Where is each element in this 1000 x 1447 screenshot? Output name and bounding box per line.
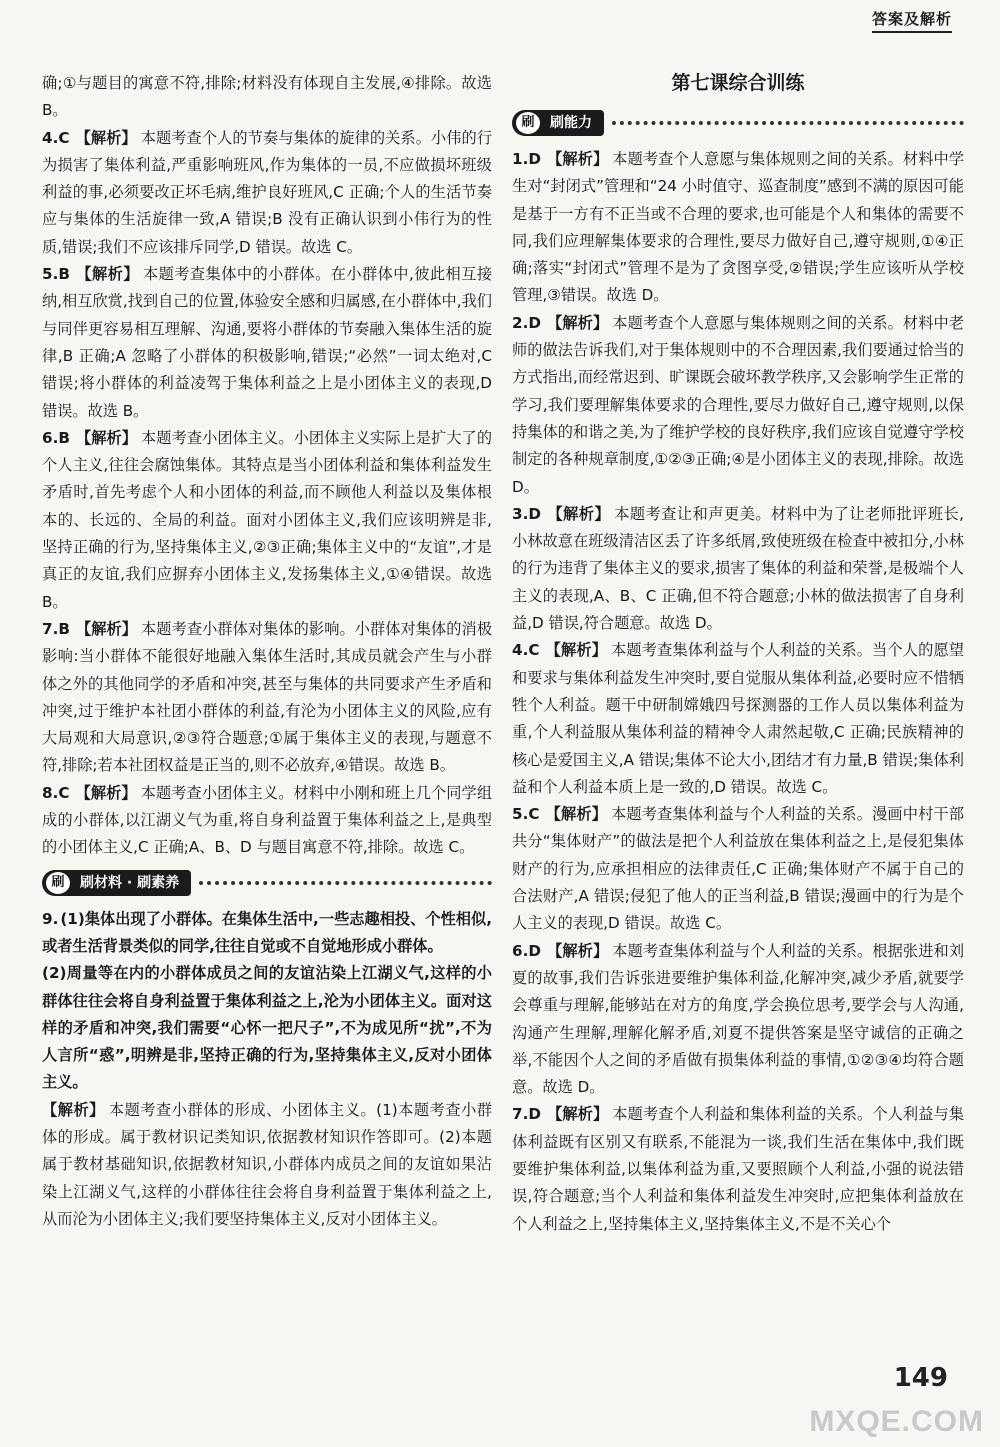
answer-number: 2.D — [512, 313, 541, 332]
answer-number: 6.B — [42, 428, 70, 447]
analysis-tag: 【解析】 — [75, 619, 138, 638]
answer-text: 本题考查小群体对集体的影响。小群体对集体的消极影响:当小群体不能很好地融入集体生活时,其成员就会产生与小群体之外的其他同学的矛盾和冲突,甚至与集体的共同要求产生矛盾和冲突,过于维护本社团小群体的利益,有沦为小团体主义的风险,应有大局观和大局意识,②③符合题意;①属于集体主义的表现,与题意不符,排除;若本社团权益是正当的,则不必放弃,④错误。故选 B。 — [42, 619, 493, 775]
answer-item-3-continued — [42, 70, 492, 125]
banner-label: 刷材料 · 刷素养 — [80, 874, 180, 891]
answer-text: 本题考查集体利益与个人利益的关系。根据张进和刘夏的故事,我们告诉张进要维护集体利益,化解冲突,减少矛盾,就要学会尊重与理解,能够站在对方的角度,学会换位思考,要学会与人沟通,沟通产生理解,理解化解矛盾,刘夏不提供答案是坚守诚信的正确之举,不能因个人之间的矛盾做有损集体利益的事情,①②③④均符合题意。故选 D。 — [512, 941, 965, 1097]
answer-item-7 — [42, 616, 492, 780]
answer-text: 本题考查集体利益与个人利益的关系。当个人的愿望和要求与集体利益发生冲突时,要自觉服从集体利益,必要时应不惜牺牲个人利益。题干中研制嫦娥四号探测器的工作人员以集体利益为重,个人利益服从集体利益的精神令人肃然起敬,C 正确;民族精神的核心是爱国主义,A 错误;集体不论大小,团结才有力量,B 错误;集体利益和个人利益本质上是一致的,D 错误。故选 C。 — [512, 641, 965, 796]
analysis-tag: 【解析】 — [75, 428, 138, 447]
answer-text: 本题考查小群体的形成、小团体主义。(1)本题考查小群体的形成。属于教材识记类知识,依据教材知识作答即可。(2)本题属于教材基础知识,依据教材知识,小群体内成员之间的友谊如果沾染上江湖义气,这样的小群体往往会将自身利益置于集体利益之上,从而沦为小团体主义;我们要坚持集体主义,反对小团体主义。 — [42, 1100, 493, 1228]
answer-text: 确;①与题目的寓意不符,排除;材料没有体现自主发展,④排除。故选 B。 — [42, 74, 492, 120]
lesson-title: 第七课综合训练 — [671, 72, 805, 94]
analysis-tag: 【解析】 — [75, 265, 139, 284]
analysis-tag: 【解析】 — [546, 313, 609, 332]
banner-label: 刷能力 — [550, 115, 592, 131]
answer-number: 8.C — [42, 783, 70, 802]
right-column — [512, 66, 964, 1238]
answer-item-2 — [512, 310, 964, 501]
analysis-tag: 【解析】 — [75, 783, 137, 802]
answer-number: 5.B — [42, 265, 70, 284]
left-column — [42, 70, 492, 1233]
answer-item-6 — [42, 425, 492, 616]
answer-text: 本题考查个人的节奏与集体的旋律的关系。小伟的行为损害了集体利益,严重影响班风,作为集体的一员,不应做损坏班级利益的事,必须要改正坏毛病,维护良好班风,C 正确;个人的生活节奏应与集体的生活旋律一致,A 错误;B 没有正确认识到小伟行为的性质,错误;我们不应该排斥同学,D 错误。故选 C。 — [42, 128, 493, 256]
answer-item-8 — [42, 780, 492, 862]
answer-number: 7.B — [42, 619, 70, 638]
dotted-divider — [199, 881, 492, 885]
answer-text: 本题考查小团体主义。小团体主义实际上是扩大了的个人主义,往往会腐蚀集体。其特点是当小团体利益和集体利益发生矛盾时,首先考虑个人和小团体的利益,而不顾他人利益以及集体根本的、长远的、全局的利益。面对小团体主义,我们应该明辨是非,坚持正确的行为,坚持集体主义,②③正确;集体主义中的“友谊”,才是真正的友谊,我们应摒弃小团体主义,发扬集体主义,①④错误。故选 B。 — [42, 428, 493, 611]
answer-item-3 — [512, 501, 964, 637]
answer-item-5 — [512, 801, 964, 937]
answer-item-9-part2: (2)周量等在内的小群体成员之间的友谊沾染上江湖义气,这样的小群体往往会将自身利益置于集体利益之上,沦为小团体主义。面对这样的矛盾和冲突,我们需要“心怀一把尺子”,不为成见所“扰”,不为人言所“惑”,明辨是非,坚持正确的行为,坚持集体主义,反对小团体主义。 — [42, 964, 492, 1092]
answer-section-label: 答案及解析 — [872, 8, 952, 33]
answer-number: 6.D — [512, 941, 541, 960]
banner-badge — [512, 110, 604, 136]
answer-number: 4.C — [42, 128, 70, 147]
answer-text: 本题考查个人意愿与集体规则之间的关系。材料中老师的做法告诉我们,对于集体规则中的不合理因素,我们要通过恰当的方式指出,而经常迟到、旷课既会破坏教学秩序,又会影响学生正常的学习,我们要理解集体要求的合理性,要尽力做好自己,遵守规则,以保持集体的和谐之美,为了维护学校的良好秩序,我们应该自觉遵守学校制定的各种规章制度,①②③正确;④是小团体主义的表现,排除。故选 D。 — [512, 313, 965, 496]
analysis-tag: 【解析】 — [546, 504, 611, 523]
analysis-tag: 【解析】 — [546, 1105, 609, 1124]
section-banner-ability — [512, 106, 964, 140]
answer-text: 本题考查个人意愿与集体规则之间的关系。材料中学生对“封闭式”管理和“24 小时值守、巡查制度”感到不满的原因可能是基于一方有不正当或不合理的要求,也可能是个人和集体的需要不同,我们应理解集体要求的合理性,要尽力做好自己,遵守规则,①④正确;落实“封闭式”管理不是为了贪图享受,②错误;学生应该听从学校管理,③错误。故选 D。 — [512, 150, 965, 305]
answer-item-7 — [512, 1101, 964, 1237]
analysis-tag: 【解析】 — [546, 150, 609, 168]
analysis-tag: 【解析】 — [546, 941, 609, 960]
answer-item-9-analysis — [42, 1097, 492, 1233]
answer-item-6 — [512, 938, 964, 1102]
analysis-tag: 【解析】 — [545, 641, 608, 660]
answer-text: 本题考查让和声更美。材料中为了让老师批评班长,小林故意在班级清洁区丢了许多纸屑,致使班级在检查中被扣分,小林的行为违背了集体主义的要求,损害了集体的利益和荣誉,是极端个人主义的表现,A、B、C 正确,但不符合题意;小林的做法损害了自身利益,D 错误,符合题意。故选 D。 — [512, 504, 965, 633]
answer-text: (1)集体出现了小群体。在集体生活中,一些志趣相投、个性相似,或者生活背景类似的同学,往往自觉或不自觉地形成小群体。 — [42, 909, 492, 955]
answer-number: 3.D — [512, 504, 541, 523]
dotted-divider — [612, 121, 964, 125]
answer-number: 1.D — [512, 150, 541, 168]
answer-number: 5.C — [512, 805, 540, 824]
answer-number: 9. — [42, 909, 59, 928]
answer-item-5 — [42, 261, 492, 425]
answer-number: 7.D — [512, 1105, 541, 1124]
answer-item-9-part1 — [42, 906, 492, 961]
answer-item-1 — [512, 146, 964, 310]
answer-item-4 — [42, 125, 492, 261]
analysis-tag: 【解析】 — [42, 1100, 105, 1119]
analysis-tag: 【解析】 — [75, 128, 137, 147]
brush-icon: 刷 — [46, 872, 70, 894]
answer-text: 本题考查个人利益和集体利益的关系。个人利益与集体利益既有区别又有联系,不能混为一谈,我们生活在集体中,我们既要维护集体利益,以集体利益为重,又要照顾个人利益,小强的说法错误,符合题意;当个人利益和集体利益发生冲突时,应把集体利益放在个人利益之上,坚持集体主义,坚持集体主义,不是不关心个 — [512, 1105, 965, 1233]
answer-number: 4.C — [512, 641, 540, 660]
watermark: MXQE.COM — [809, 1405, 984, 1438]
page-number: 149 — [893, 1363, 948, 1393]
section-banner-materials — [42, 866, 492, 900]
brush-icon: 刷 — [516, 112, 540, 134]
answer-text: 本题考查集体中的小群体。在小群体中,彼此相互接纳,相互欣赏,找到自己的位置,体验安全感和归属感,在小群体中,我们与同伴更容易相互理解、沟通,要将小群体的节奏融入集体生活的旋律,B 正确;A 忽略了小群体的积极影响,错误;“必然”一词太绝对,C 错误;将小群体的利益凌驾于集体利益之上是小团体主义的表现,D 错误。故选 B。 — [42, 265, 493, 420]
answer-text: 本题考查集体利益与个人利益的关系。漫画中村干部共分“集体财产”的做法是把个人利益放在集体利益之上,是侵犯集体财产的行为,应承担相应的法律责任,C 正确;集体财产不属于自己的合法财产,A 错误;侵犯了他人的正当利益,B 错误;漫画中的行为是个人主义的表现,D 错误。故选 C。 — [512, 805, 965, 933]
banner-badge — [42, 870, 191, 896]
answer-item-4 — [512, 637, 964, 801]
analysis-tag: 【解析】 — [545, 805, 608, 824]
answer-text: 本题考查小团体主义。材料中小刚和班上几个同学组成的小群体,以江湖义气为重,将自身利益置于集体利益之上,是典型的小团体主义,C 正确;A、B、D 与题目寓意不符,排除。故选 C。 — [42, 783, 493, 857]
